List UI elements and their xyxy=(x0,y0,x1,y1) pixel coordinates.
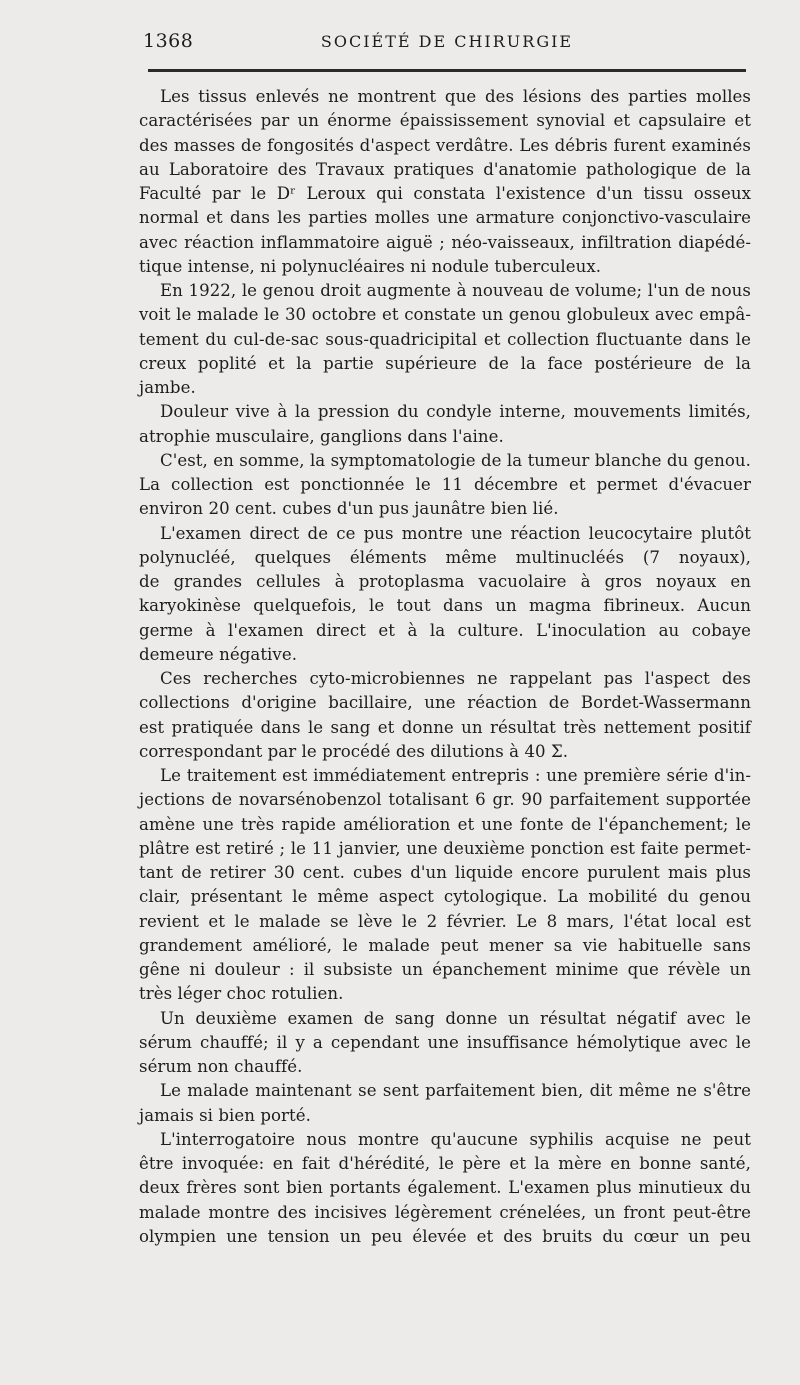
text-line: jambe. xyxy=(139,378,196,397)
text-line: normal et dans les parties molles une armature conjonctivo-vasculaire xyxy=(139,208,751,228)
text-line: Le malade maintenant se sent parfaitement bien, dit même ne s'être xyxy=(160,1081,751,1101)
text-line: Ces recherches cyto-microbiennes ne rappelant pas l'aspect des xyxy=(160,669,751,688)
text-line: Le traitement est immédiatement entrepris : une première série d'in- xyxy=(160,766,751,785)
paragraph xyxy=(139,764,751,1007)
text-line: environ 20 cent. cubes d'un pus jaunâtre bien lié. xyxy=(139,499,559,519)
text-line: gêne ni douleur : il subsiste un épanchement minime que révèle un xyxy=(139,960,751,979)
text-line: sérum non chauffé. xyxy=(139,1057,303,1076)
paragraph xyxy=(139,449,751,522)
text-line: jections de novarsénobenzol totalisant 6 gr. 90 parfaitement supportée xyxy=(139,790,751,810)
text-line: En 1922, le genou droit augmente à nouveau de volume; l'un de nous xyxy=(160,281,751,300)
body-text xyxy=(139,85,751,1249)
paragraph xyxy=(139,400,751,449)
text-line: Douleur vive à la pression du condyle interne, mouvements limités, xyxy=(160,402,751,422)
text-line: polynucléé, quelques éléments même multinucléés (7 noyaux), xyxy=(139,547,751,567)
text-line: germe à l'examen direct et à la culture. L'inoculation au cobaye xyxy=(139,620,751,640)
text-line: de grandes cellules à protoplasma vacuolaire à gros noyaux en xyxy=(139,572,751,591)
text-line: est pratiquée dans le sang et donne un résultat très nettement positif xyxy=(139,717,751,737)
text-line: amène une très rapide amélioration et une fonte de l'épanchement; le xyxy=(139,814,751,834)
text-line: sérum chauffé; il y a cependant une insuffisance hémolytique avec le xyxy=(139,1032,751,1052)
text-line: revient et le malade se lève le 2 février. Le 8 mars, l'état local est xyxy=(139,911,751,931)
text-line: deux frères sont bien portants également. L'examen plus minutieux du xyxy=(139,1178,751,1198)
text-line: atrophie musculaire, ganglions dans l'aine. xyxy=(139,426,504,446)
text-line: des masses de fongosités d'aspect verdâtre. Les débris furent examinés xyxy=(139,135,751,155)
text-line: L'interrogatoire nous montre qu'aucune syphilis acquise ne peut xyxy=(160,1129,751,1149)
text-line: L'examen direct de ce pus montre une réaction leucocytaire plutôt xyxy=(160,523,751,543)
text-line: correspondant par le procédé des dilutions à 40 Σ. xyxy=(139,741,569,761)
text-line: clair, présentant le même aspect cytologique. La mobilité du genou xyxy=(139,887,751,907)
page-header xyxy=(143,30,751,54)
text-line: karyokinèse quelquefois, le tout dans un magma fibrineux. Aucun xyxy=(139,596,751,616)
text-line: Les tissus enlevés ne montrent que des lésions des parties molles xyxy=(160,87,751,106)
text-line: Un deuxième examen de sang donne un résultat négatif avec le xyxy=(160,1008,751,1028)
running-title: SOCIÉTÉ DE CHIRURGIE xyxy=(320,32,574,51)
text-line: plâtre est retiré ; le 11 janvier, une deuxième ponction est faite permet- xyxy=(139,838,751,858)
text-line: collections d'origine bacillaire, une réaction de Bordet-Wassermann xyxy=(139,693,751,713)
paragraph xyxy=(139,279,751,400)
text-line: Faculté par le Dʳ Leroux qui constata l'existence d'un tissu osseux xyxy=(139,184,751,203)
text-line: jamais si bien porté. xyxy=(139,1105,311,1125)
text-line: C'est, en somme, la symptomatologie de la tumeur blanche du genou. xyxy=(160,450,751,470)
text-line: creux poplité et la partie supérieure de la face postérieure de la xyxy=(139,353,751,373)
text-line: tant de retirer 30 cent. cubes d'un liquide encore purulent mais plus xyxy=(139,863,751,882)
text-line: voit le malade le 30 octobre et constate un genou globuleux avec empâ- xyxy=(139,305,751,325)
text-line: olympien une tension un peu élevée et des bruits du cœur un peu xyxy=(139,1226,751,1246)
paragraph xyxy=(139,522,751,668)
text-line: caractérisées par un énorme épaississement synovial et capsulaire et xyxy=(139,111,751,131)
paragraph xyxy=(139,1128,751,1249)
paragraph xyxy=(139,1079,751,1128)
text-line: tique intense, ni polynucléaires ni nodule tuberculeux. xyxy=(139,256,602,276)
text-line: demeure négative. xyxy=(139,644,298,664)
paragraph xyxy=(139,1007,751,1080)
paragraph xyxy=(139,85,751,279)
text-line: au Laboratoire des Travaux pratiques d'anatomie pathologique de la xyxy=(139,159,751,179)
text-line: La collection est ponctionnée le 11 décembre et permet d'évacuer xyxy=(139,475,751,494)
text-line: être invoquée: en fait d'hérédité, le père et la mère en bonne santé, xyxy=(139,1154,751,1173)
text-line: grandement amélioré, le malade peut mener sa vie habituelle sans xyxy=(139,935,751,955)
text-line: avec réaction inflammatoire aiguë ; néo-vaisseaux, infiltration diapédé- xyxy=(139,232,751,252)
paragraph xyxy=(139,667,751,764)
text-line: malade montre des incisives légèrement crénelées, un front peut-être xyxy=(139,1202,751,1222)
text-line: très léger choc rotulien. xyxy=(139,984,344,1004)
text-line: tement du cul-de-sac sous-quadricipital et collection fluctuante dans le xyxy=(139,329,751,349)
header-rule xyxy=(148,69,746,72)
page-number: 1368 xyxy=(143,30,194,52)
